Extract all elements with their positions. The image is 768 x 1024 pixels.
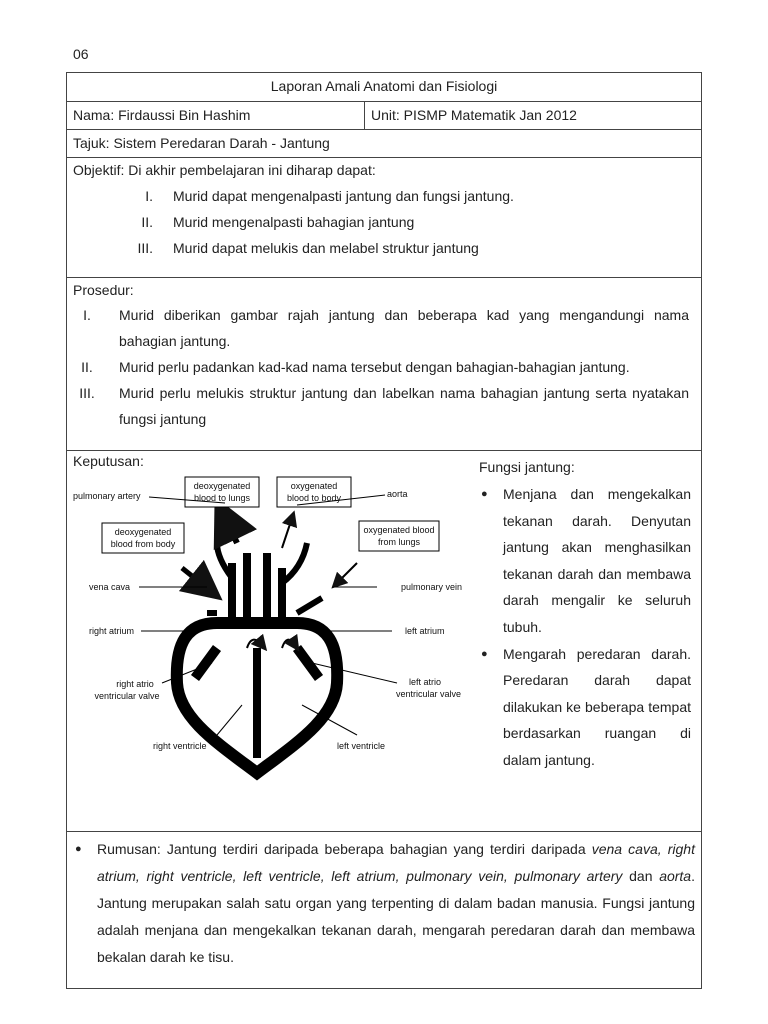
topic: Tajuk: Sistem Peredaran Darah - Jantung [67, 130, 701, 158]
label-left-ventricle: left ventricle [337, 741, 386, 751]
label-pulmonary-artery: pulmonary artery [73, 491, 141, 501]
functions-heading: Fungsi jantung: [479, 459, 575, 475]
bullet-icon: ● [481, 488, 488, 500]
label-deoxy-lungs: blood to lungs [193, 493, 251, 503]
procedure-text: Murid perlu melukis struktur jantung dan labelkan nama bahagian jantung serta nyatakan fungsi jantung [119, 385, 689, 427]
label-pulmonary-vein: pulmonary vein [401, 582, 463, 592]
label-right-av-valve: ventricular valve [94, 691, 160, 701]
conclusion-text-1: Rumusan: Jantung terdiri daripada beberapa bahagian yang terdiri daripada [97, 841, 592, 857]
heart-functions [479, 457, 691, 774]
label-deoxy-body: blood from body [110, 539, 176, 549]
function-text: Menjana dan mengekalkan tekanan darah. Denyutan jantung akan menghasilkan tekanan darah dan membawa darah mengalir ke seluruh tubuh. [503, 486, 691, 635]
bullet-icon: ● [75, 843, 82, 855]
unit-field: Unit: PISMP Matematik Jan 2012 [371, 107, 577, 123]
bullet-icon: ● [481, 647, 488, 660]
objective-number: I. [145, 188, 153, 204]
label-left-av-valve: left atrio [409, 677, 442, 687]
conclusion-text-3: . Jantung merupakan salah satu organ yang terpenting di dalam badan manusia. Fungsi jantung adalah menjana dan mengekalkan tekanan darah, mengarah peredaran darah dan membawa bekalan darah ke tisu. [97, 868, 695, 965]
function-text: Mengarah peredaran darah. Peredaran darah dapat dilakukan ke beberapa tempat berdasarkan ruangan di dalam jantung. [503, 645, 691, 768]
procedure-section [67, 278, 701, 451]
conclusion-aorta: aorta [659, 868, 692, 884]
label-deoxy-body: deoxygenated [114, 527, 172, 537]
label-right-ventricle: right ventricle [153, 741, 207, 751]
objectives-heading: Objektif: Di akhir pembelajaran ini diharap dapat: [73, 162, 376, 178]
procedure-number: II. [81, 359, 93, 375]
procedure-heading: Prosedur: [73, 282, 134, 298]
label-oxy-lungs: oxygenated blood [363, 525, 435, 535]
objective-item [73, 209, 695, 235]
label-right-atrium: right atrium [89, 626, 135, 636]
conclusion-section [67, 832, 701, 988]
page-number: 06 [73, 46, 89, 62]
label-oxy-body: blood to body [286, 493, 342, 503]
label-deoxy-lungs: deoxygenated [193, 481, 251, 491]
heart-diagram [67, 473, 477, 803]
function-item [479, 641, 691, 774]
functions-list [479, 481, 691, 774]
procedure-text: Murid diberikan gambar rajah jantung dan beberapa kad yang mengandungi nama bahagian jantung. [119, 307, 689, 349]
name-unit-row [67, 102, 701, 130]
procedure-number: I. [83, 307, 91, 323]
conclusion-parts-list: vena cava, right atrium, right ventricle, left ventricle, left atrium, pulmonary vein, pulmonary artery [97, 841, 695, 884]
objective-text: Murid mengenalpasti bahagian jantung [173, 214, 415, 230]
label-left-av-valve: ventricular valve [396, 689, 462, 699]
objectives-section [67, 158, 701, 278]
results-section [67, 451, 701, 832]
label-oxy-lungs: from lungs [377, 537, 421, 547]
label-left-atrium: left atrium [405, 626, 445, 636]
objective-number: III. [137, 240, 153, 256]
procedure-number: III. [79, 385, 95, 401]
label-right-av-valve: right atrio [116, 679, 154, 689]
student-name: Nama: Firdaussi Bin Hashim [67, 102, 365, 129]
procedure-item [73, 380, 695, 432]
report-title: Laporan Amali Anatomi dan Fisiologi [67, 73, 701, 102]
label-oxy-body: oxygenated [290, 481, 338, 491]
results-heading: Keputusan: [73, 453, 144, 469]
function-item [479, 481, 691, 641]
objective-number: II. [141, 214, 153, 230]
objective-text: Murid dapat melukis dan melabel struktur jantung [173, 240, 479, 256]
objective-item [73, 235, 695, 261]
conclusion-text-2: dan [622, 868, 660, 884]
label-aorta: aorta [387, 489, 408, 499]
label-vena-cava: vena cava [89, 582, 131, 592]
vessels [207, 543, 322, 623]
objective-text: Murid dapat mengenalpasti jantung dan fungsi jantung. [173, 188, 514, 204]
objective-item [73, 183, 695, 209]
procedure-text: Murid perlu padankan kad-kad nama tersebut dengan bahagian-bahagian jantung. [119, 359, 630, 375]
procedure-item [73, 302, 695, 354]
procedure-item [73, 354, 695, 380]
report-sheet [66, 72, 702, 989]
